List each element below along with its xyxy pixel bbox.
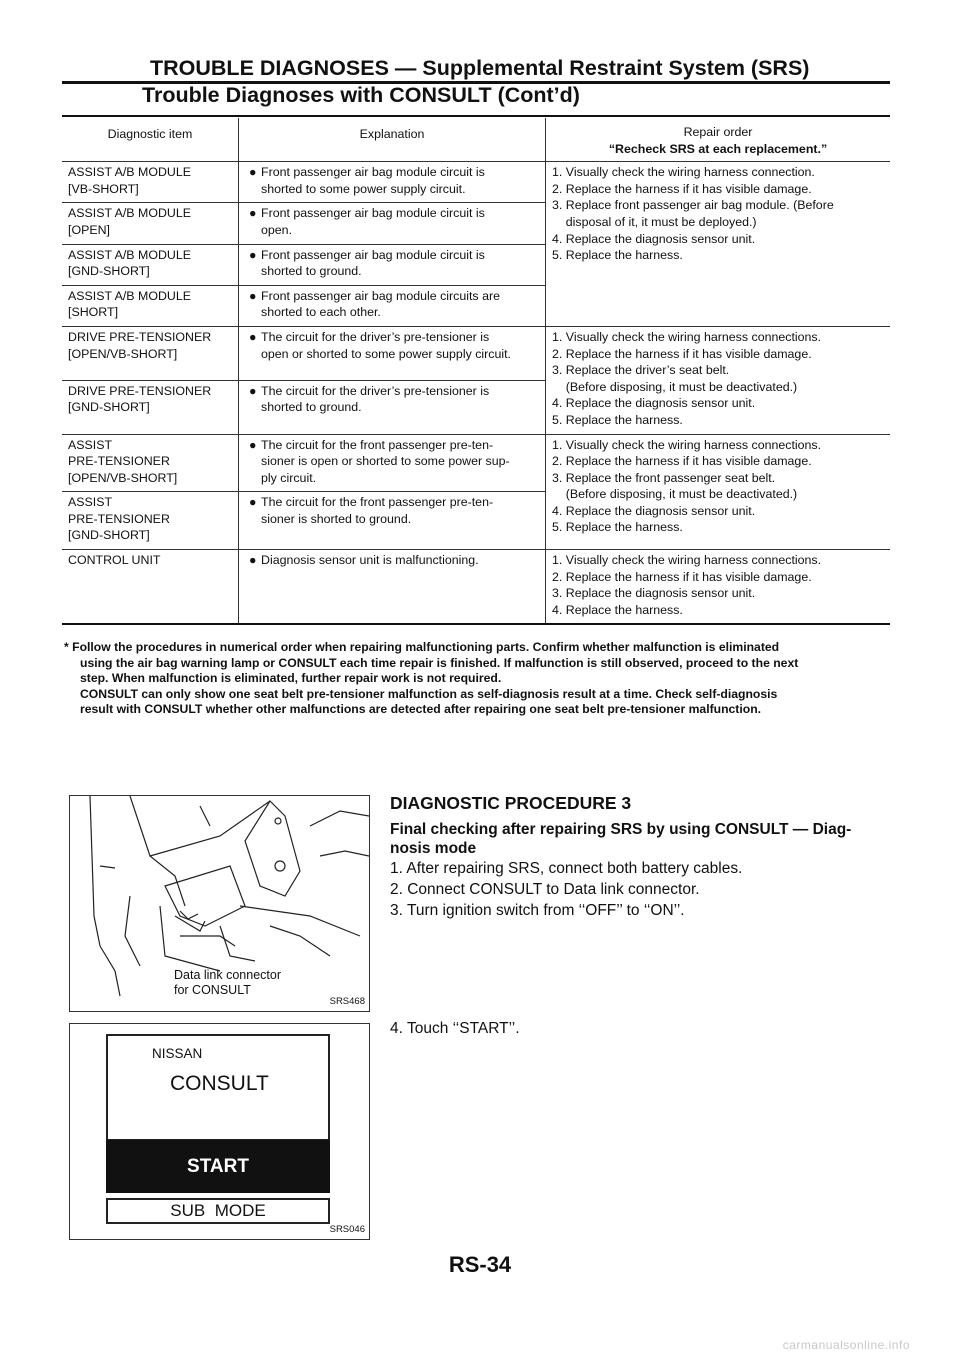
figure-code: SRS468 xyxy=(329,996,365,1007)
col-header-explanation: Explanation xyxy=(239,118,546,162)
explanation-line: Front passenger air bag module circuits are xyxy=(261,288,500,303)
repair-step: 1. Visually check the wiring harness connections. xyxy=(552,553,822,568)
sub-mode-button[interactable] xyxy=(106,1198,330,1224)
diagnostic-item-cell xyxy=(62,162,239,203)
diagnostic-item-line: CONTROL UNIT xyxy=(68,553,161,568)
diagnostic-item-line: [OPEN/VB-SHORT] xyxy=(68,470,178,485)
explanation-cell xyxy=(239,492,546,550)
explanation-cell xyxy=(239,285,546,326)
bullet-icon: ● xyxy=(249,553,257,568)
explanation-line: shorted to ground. xyxy=(261,264,362,279)
explanation-line: Front passenger air bag module circuit is xyxy=(261,206,485,221)
diagnostic-item-line: DRIVE PRE-TENSIONER xyxy=(68,329,212,344)
explanation-cell xyxy=(239,434,546,492)
diagnostic-item-line: ASSIST A/B MODULE xyxy=(68,165,192,180)
footnote-line: step. When malfunction is eliminated, further repair work is not required. xyxy=(80,671,502,685)
diagnostic-item-line: PRE-TENSIONER xyxy=(68,454,170,469)
caption-line: for CONSULT xyxy=(174,983,251,997)
explanation-line: The circuit for the front passenger pre-ten- xyxy=(261,437,494,452)
diagnostic-item-line: [SHORT] xyxy=(68,305,119,320)
explanation-cell xyxy=(239,380,546,434)
repair-step: 4. Replace the diagnosis sensor unit. xyxy=(552,396,756,411)
diagnostic-item-line: DRIVE PRE-TENSIONER xyxy=(68,383,212,398)
explanation-cell xyxy=(239,162,546,203)
explanation-line: shorted to each other. xyxy=(261,305,381,320)
diagnostic-item-line: [OPEN] xyxy=(68,222,110,237)
diagnostic-item-cell xyxy=(62,550,239,625)
repair-order-cell xyxy=(546,434,891,550)
explanation-line: ply circuit. xyxy=(261,470,317,485)
explanation-line: The circuit for the driver’s pre-tensioner is xyxy=(261,383,490,398)
diagnostic-item-line: ASSIST A/B MODULE xyxy=(68,288,192,303)
explanation-line: The circuit for the front passenger pre-ten- xyxy=(261,495,494,510)
footnote-line: result with CONSULT whether other malfunctions are detected after repairing one seat belt pre-tensioner malfunction. xyxy=(80,702,762,716)
procedure-step: 1. After repairing SRS, connect both battery cables. xyxy=(390,860,743,877)
diagnostic-item-line: [VB-SHORT] xyxy=(68,181,139,196)
watermark: carmanualsonline.info xyxy=(782,1338,910,1352)
repair-step: 4. Replace the diagnosis sensor unit. xyxy=(552,503,756,518)
bullet-icon: ● xyxy=(249,165,257,180)
bullet-icon: ● xyxy=(249,247,257,262)
explanation-line: Front passenger air bag module circuit is xyxy=(261,165,485,180)
explanation-line: shorted to ground. xyxy=(261,400,362,415)
explanation-line: Front passenger air bag module circuit is xyxy=(261,247,485,262)
repair-step: 3. Replace the diagnosis sensor unit. xyxy=(552,586,756,601)
diagnostic-item-cell xyxy=(62,244,239,285)
bullet-icon: ● xyxy=(249,206,257,221)
explanation-line: Diagnosis sensor unit is malfunctioning. xyxy=(261,553,479,568)
diagnostic-item-line: [GND-SHORT] xyxy=(68,264,150,279)
repair-order-cell xyxy=(546,326,891,434)
explanation-line: The circuit for the driver’s pre-tensioner is xyxy=(261,329,490,344)
repair-step: 1. Visually check the wiring harness connection. xyxy=(552,165,815,180)
table-row xyxy=(62,162,890,203)
col-header-repair xyxy=(546,118,891,162)
header-subtitle: Trouble Diagnoses with CONSULT (Cont’d) xyxy=(142,83,580,107)
diagnostic-item-cell xyxy=(62,326,239,380)
diagnostic-item-line: [GND-SHORT] xyxy=(68,528,150,543)
repair-step: 3. Replace the driver’s seat belt. xyxy=(552,363,730,378)
footnote-line: CONSULT can only show one seat belt pre-tensioner malfunction as self-diagnosis result at a time. Check self-diagnosis xyxy=(80,686,778,701)
repair-step: 2. Replace the harness if it has visible damage. xyxy=(552,454,812,469)
repair-step: 3. Replace front passenger air bag module. (Before xyxy=(552,198,834,213)
diagnostic-table xyxy=(62,118,890,625)
bullet-icon: ● xyxy=(249,383,257,398)
diagnostic-item-line: ASSIST A/B MODULE xyxy=(68,247,192,262)
diagnostic-item-line: PRE-TENSIONER xyxy=(68,511,170,526)
procedure-step: 3. Turn ignition switch from ‘‘OFF’’ to ‘‘ON’’. xyxy=(390,902,685,919)
repair-order-cell xyxy=(546,162,891,327)
subtitle-line: nosis mode xyxy=(390,840,477,857)
explanation-cell xyxy=(239,244,546,285)
diagnostic-item-line: ASSIST xyxy=(68,495,113,510)
repair-step: (Before disposing, it must be deactivated.) xyxy=(552,379,798,394)
bullet-icon: ● xyxy=(249,329,257,344)
repair-step: 5. Replace the harness. xyxy=(552,520,683,535)
repair-step: 4. Replace the harness. xyxy=(552,602,683,617)
repair-step: 5. Replace the harness. xyxy=(552,248,683,263)
explanation-cell xyxy=(239,203,546,244)
diagnostic-item-cell xyxy=(62,203,239,244)
header-title: TROUBLE DIAGNOSES — Supplemental Restraint System (SRS) xyxy=(150,56,810,80)
diagnostic-item-line: [OPEN/VB-SHORT] xyxy=(68,346,178,361)
explanation-line: open or shorted to some power supply circuit. xyxy=(261,346,512,361)
repair-step: 5. Replace the harness. xyxy=(552,412,683,427)
repair-step: 2. Replace the harness if it has visible damage. xyxy=(552,181,812,196)
col-header-item: Diagnostic item xyxy=(62,118,239,162)
repair-step: 1. Visually check the wiring harness connections. xyxy=(552,437,822,452)
explanation-line: sioner is shorted to ground. xyxy=(261,511,412,526)
figure-code: SRS046 xyxy=(329,1224,365,1235)
brand-label: NISSAN xyxy=(152,1046,203,1061)
repair-order-label: Repair order xyxy=(683,125,753,139)
bullet-icon: ● xyxy=(249,495,257,510)
repair-step: disposal of it, it must be deployed.) xyxy=(552,214,757,229)
start-label: START xyxy=(187,1155,249,1177)
table-row xyxy=(62,326,890,380)
figure-caption xyxy=(174,968,281,998)
diagnostic-item-cell xyxy=(62,492,239,550)
diagnostic-item-line: ASSIST xyxy=(68,437,113,452)
recheck-label: “Recheck SRS at each replacement.” xyxy=(608,141,828,156)
explanation-cell xyxy=(239,326,546,380)
procedure-step: 4. Touch ‘‘START’’. xyxy=(390,1020,520,1037)
diagnostic-item-line: [GND-SHORT] xyxy=(68,400,150,415)
product-label: CONSULT xyxy=(170,1072,269,1095)
explanation-cell xyxy=(239,550,546,625)
table-row xyxy=(62,550,890,625)
procedure-subtitle xyxy=(390,820,890,858)
procedure-title: DIAGNOSTIC PROCEDURE 3 xyxy=(390,793,632,813)
bullet-icon: ● xyxy=(249,288,257,303)
diagnostic-item-cell xyxy=(62,285,239,326)
footnote-line: * Follow the procedures in numerical order when repairing malfunctioning parts. Confirm whether malfunction is eliminated xyxy=(64,640,780,654)
explanation-line: open. xyxy=(261,222,293,237)
diagnostic-item-line: ASSIST A/B MODULE xyxy=(68,206,192,221)
consult-screen-frame xyxy=(106,1034,330,1141)
repair-step: 2. Replace the harness if it has visible damage. xyxy=(552,569,812,584)
footnote-line: using the air bag warning lamp or CONSULT each time repair is finished. If malfunction is still observed, proceed to the next xyxy=(80,655,799,670)
page-number: RS-34 xyxy=(448,1252,512,1277)
footnote xyxy=(64,640,890,718)
sub-mode-label: SUB MODE xyxy=(170,1201,266,1220)
diagnostic-item-cell xyxy=(62,380,239,434)
subtitle-line: Final checking after repairing SRS by using CONSULT — Diag- xyxy=(390,821,852,838)
repair-order-cell xyxy=(546,550,891,625)
repair-step: 3. Replace the front passenger seat belt. xyxy=(552,470,776,485)
explanation-line: sioner is open or shorted to some power sup- xyxy=(261,454,510,469)
start-button[interactable] xyxy=(106,1140,330,1193)
bullet-icon: ● xyxy=(249,437,257,452)
repair-step: 1. Visually check the wiring harness connections. xyxy=(552,329,822,344)
table-row xyxy=(62,434,890,492)
header-rule-bottom xyxy=(62,115,890,117)
diagnostic-item-cell xyxy=(62,434,239,492)
repair-step: 2. Replace the harness if it has visible damage. xyxy=(552,346,812,361)
figure-consult-screen xyxy=(69,1023,370,1240)
figure-data-link-connector xyxy=(69,795,370,1012)
repair-step: (Before disposing, it must be deactivated.) xyxy=(552,487,798,502)
caption-line: Data link connector xyxy=(174,968,282,982)
repair-step: 4. Replace the diagnosis sensor unit. xyxy=(552,231,756,246)
explanation-line: shorted to some power supply circuit. xyxy=(261,181,466,196)
procedure-step: 2. Connect CONSULT to Data link connector. xyxy=(390,881,700,898)
